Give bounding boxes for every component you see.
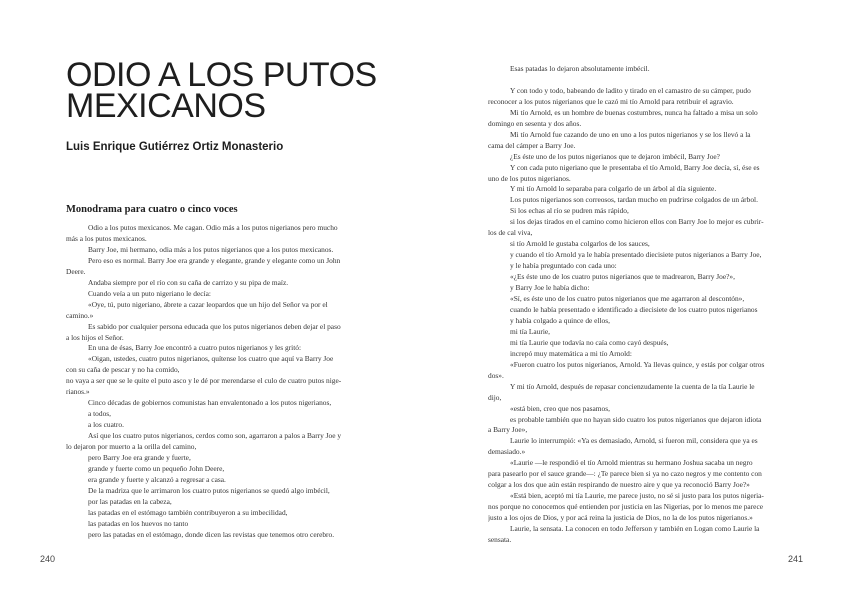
text-line: Los putos nigerianos son correosos, tardan mucho en pudrirse colgados de un árbol. <box>510 195 758 205</box>
text-line: cuando le había presentado e identificado a diecisiete de los cuatro putos nigerianos <box>510 304 758 314</box>
text-line: «está bien, creo que nos pasamos, <box>510 403 610 413</box>
text-line: Y mi tío Arnold, después de repasar concienzudamente la cuenta de la tía Laurie le <box>510 381 755 391</box>
text-line: a los hijos el Señor. <box>66 332 124 342</box>
text-line: Cinco décadas de gobiernos comunistas han envalentonado a los putos nigerianos, <box>88 398 332 408</box>
text-line: grande y fuerte como un pequeño John Deere, <box>88 463 225 473</box>
text-line: las patadas en el estómago también contribuyeron a su imbecilidad, <box>88 507 288 517</box>
text-line: pero Barry Joe era grande y fuerte, <box>88 453 191 463</box>
text-line: Barry Joe, mi hermano, odia más a los putos nigerianos que a los putos mexicanos. <box>88 244 334 254</box>
text-line: a todos, <box>88 409 111 419</box>
text-line: por las patadas en la cabeza, <box>88 496 172 506</box>
text-line: camino.» <box>66 310 94 320</box>
text-line: nos porque no conocemos qué entienden por justicia en las Nigerias, por lo menos me parece <box>488 502 764 512</box>
text-line: Si los echas al río se pudren más rápido, <box>510 206 629 216</box>
text-line: En una de ésas, Barry Joe encontró a cuatro putos nigerianos y les gritó: <box>88 343 302 353</box>
page-number-right: 241 <box>788 554 804 564</box>
text-line: rianos.» <box>66 387 90 397</box>
text-line: «Fueron cuatro los putos nigerianos, Arnold. Ya llevas quince, y estás por colgar otros <box>510 359 765 369</box>
text-line: De la madriza que le arrimaron los cuatro putos nigerianos se quedó algo imbécil, <box>88 485 330 495</box>
text-line: domingo en sesenta y dos años. <box>488 118 582 128</box>
text-line: mi tía Laurie, <box>510 326 551 336</box>
text-line: Y con cada puto nigeriano que le presentaba el tío Arnold, Barry Joe decía, sí, ése es <box>510 162 760 172</box>
text-line: ¿Es éste uno de los putos nigerianos que te dejaron imbécil, Barry Joe? <box>510 151 720 161</box>
text-line: las patadas en los huevos no tanto <box>88 518 189 528</box>
text-line: Deere. <box>66 266 86 276</box>
text-line: los de cal viva, <box>488 228 533 238</box>
text-line: más a los putos mexicanos. <box>66 233 147 243</box>
text-line: no vaya a ser que se le quite el puto asco y le dé por merendarse el culo de cuatro putos nige- <box>66 376 342 386</box>
text-line: si tío Arnold le gustaba colgarlos de los sauces, <box>510 239 650 249</box>
text-line: «¿Es éste uno de los cuatro putos nigerianos que te madrearon, Barry Joe?», <box>510 272 735 282</box>
text-line: «Oigan, ustedes, cuatro putos nigerianos, quítense los cuatro que aquí va Barry Joe <box>88 354 334 364</box>
text-line: uno de los putos nigerianos. <box>488 173 571 183</box>
text-line: y le había preguntado con cada uno: <box>510 261 617 271</box>
text-line: Odio a los putos mexicanos. Me cagan. Odio más a los putos nigerianos pero mucho <box>88 223 338 232</box>
text-line: dijo, <box>488 392 502 402</box>
text-line: reconocer a los putos nigerianos que le cazó mi tío Arnold para retribuir el agravio. <box>488 96 734 106</box>
text-line: «Sí, es éste uno de los cuatro putos nigerianos que me agarraron al descontón», <box>510 294 745 304</box>
author-name: Luis Enrique Gutiérrez Ortiz Monasterio <box>66 141 284 153</box>
text-line: Y con todo y todo, babeando de ladito y tirado en el camastro de su cámper, pudo <box>510 85 751 95</box>
text-line: con su caña de pescar y no ha comido, <box>66 365 180 375</box>
text-line: Andaba siempre por el río con su caña de carrizo y su pipa de maíz. <box>88 277 289 287</box>
section-subtitle: Monodrama para cuatro o cinco voces <box>66 204 238 215</box>
text-line: «Laurie —le respondió el tío Arnold mientras su hermano Joshua sacaba un negro <box>510 458 753 468</box>
text-line: lo dejaron por muerto a la orilla del camino, <box>66 442 197 452</box>
text-line: para pasearlo por el sauce grande—: ¿Te parece bien si ya no cazo negros y me contento con <box>488 469 762 479</box>
text-line: es probable también que no hayan sido cuatro los putos nigerianos que dejaron idiota <box>510 414 762 424</box>
text-line: mi tía Laurie que todavía no caía como cayó después, <box>510 337 669 347</box>
text-line: pero las patadas en el estómago, donde dicen las revistas que tenemos otro cerebro. <box>88 529 335 539</box>
text-line: Así que los cuatro putos nigerianos, cerdos como son, agarraron a palos a Barry Joe y <box>88 431 342 441</box>
text-line: cama del cámper a Barry Joe. <box>488 140 576 150</box>
text-line: a los cuatro. <box>88 420 124 430</box>
text-line: Y mi tío Arnold lo separaba para colgarlo de un árbol al día siguiente. <box>510 184 717 194</box>
text-line <box>488 75 806 86</box>
page-title: ODIO A LOS PUTOS MEXICANOS <box>66 56 377 125</box>
text-line: colgar a los dos que aún están respirando de nuestro aire y que ya reconoció Barry Joe?» <box>488 480 750 490</box>
text-line: Laurie, la sensata. La conocen en todo Jefferson y también en Logan como Laurie la <box>510 524 760 534</box>
text-line: y Barry Joe le había dicho: <box>510 283 590 293</box>
text-line: Es sabido por cualquier persona educada que los putos nigerianos deben dejar el paso <box>88 321 341 331</box>
text-line: y cuando el tío Arnold ya le había presentado diecisiete putos nigerianos a Barry Joe, <box>510 250 762 260</box>
text-line: Pero eso es normal. Barry Joe era grande y elegante, grande y elegante como un John <box>88 255 341 265</box>
text-line: Mi tío Arnold, es un hombre de buenas costumbres, nunca ha faltado a misa un solo <box>510 107 758 117</box>
text-line: increpó muy matemática a mi tío Arnold: <box>510 348 632 358</box>
text-line: sensata. <box>488 534 512 544</box>
text-line: si los dejas tirados en el camino como hicieron ellos con Barry Joe lo mejor es cubrir- <box>510 217 764 227</box>
text-line: Laurie lo interrumpió: «Ya es demasiado, Arnold, si fueron mil, considera que ya es <box>510 436 758 446</box>
right-body-text <box>488 64 806 546</box>
text-line: Esas patadas lo dejaron absolutamente imbécil. <box>510 64 650 73</box>
text-line: dos». <box>488 370 504 380</box>
text-line: a Barry Joe», <box>488 425 528 435</box>
text-line: Mi tío Arnold fue cazando de uno en uno a los putos nigerianos y se los llevó a la <box>510 129 751 139</box>
text-line: «Oye, tú, puto nigeriano, ábrete a cazar leopardos que un hijo del Señor va por el <box>88 299 328 309</box>
text-line: Cuando veía a un puto nigeriano le decía: <box>88 288 211 298</box>
left-body-text <box>66 223 384 541</box>
right-page <box>424 0 848 604</box>
text-line: y había colgado a quince de ellos, <box>510 315 610 325</box>
text-line: era grande y fuerte y alcanzó a regresar a casa. <box>88 474 226 484</box>
page-number-left: 240 <box>40 554 56 564</box>
text-line: justo a los ojos de Dios, y por acá reina la justicia de Dios, no la de los putos nigerianos.» <box>488 513 753 523</box>
text-line: «Está bien, aceptó mi tía Laurie, me parece justo, no sé si justo para los putos nigeria- <box>510 491 764 501</box>
text-line: demasiado.» <box>488 447 526 457</box>
